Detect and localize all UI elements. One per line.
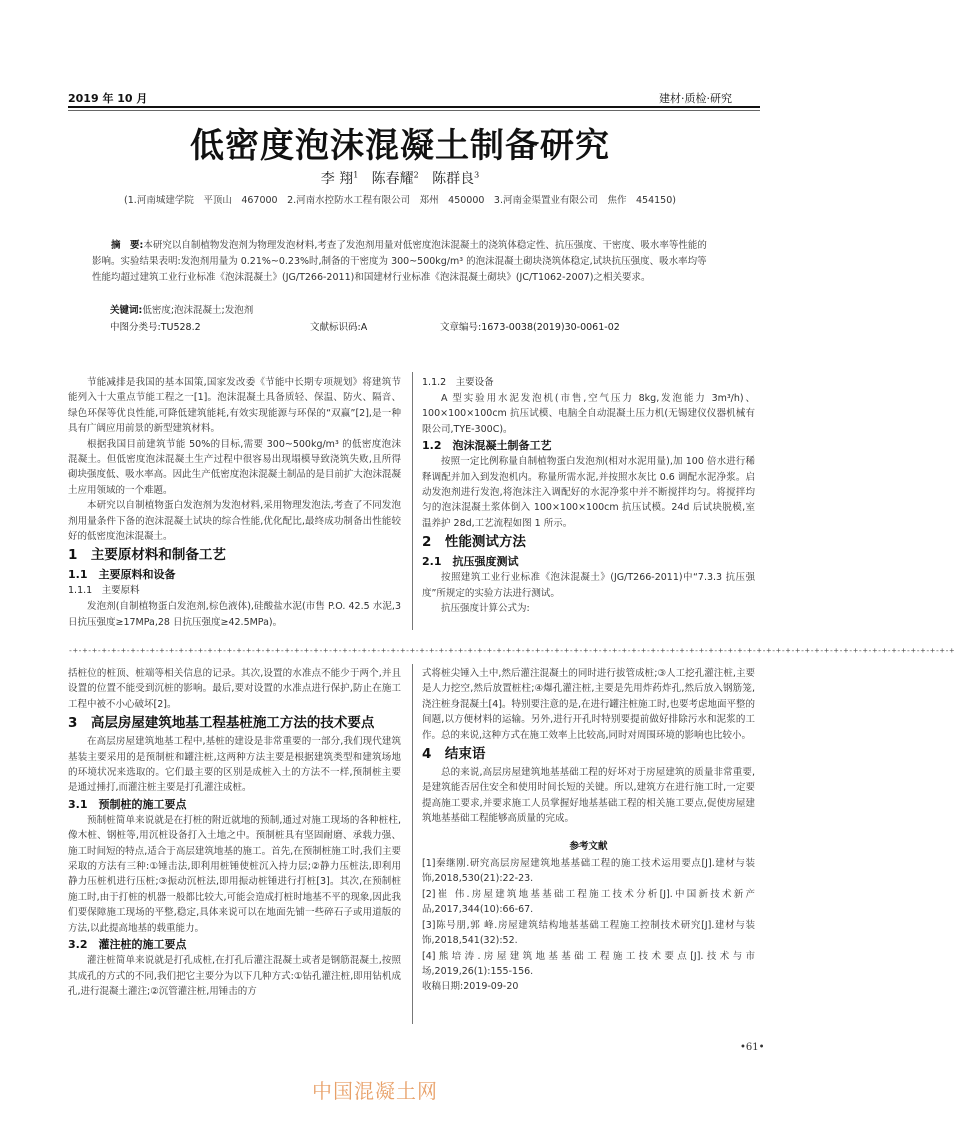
header-rule-thin: [68, 110, 760, 111]
received-date: 收稿日期:2019-09-20: [422, 981, 519, 993]
author-affil-mark: 2: [413, 170, 419, 180]
paragraph: 总的来说,高层房屋建筑地基基础工程的好坏对于房屋建筑的质量非常重要,是建筑能否居住安全和使用时间长短的关键。所以,建筑方在进行施工时,一定要提高施工要求,并要求施工人员掌握好地基基础工程的相关施工要点,促使房屋建筑地基基础工程能够高质量的完成。: [422, 767, 755, 825]
affiliations: (1.河南城建学院 平顶山 467000 2.河南水控防水工程有限公司 郑州 450000 3.河南金渠置业有限公司 焦作 454150): [124, 195, 676, 206]
header-rule-thick: [68, 106, 760, 108]
section-label: 建材·质检·研究: [659, 92, 732, 105]
author-affil-mark: 3: [474, 170, 480, 180]
lower-right-column: [422, 666, 755, 995]
author-affil-mark: 1: [353, 170, 359, 180]
section-heading-1-1-1: 1.1.1 主要原料: [68, 585, 140, 597]
classification-line: [110, 319, 620, 333]
paragraph: 按照一定比例称量自制植物蛋白发泡剂(相对水泥用量),加 100 倍水进行稀释调配并加入到发泡机内。称量所需水泥,并按照水灰比 0.6 调配水泥净浆。启动发泡剂进行发泡,将泡沫注入调配好的水泥净浆中并不断搅拌均匀。将搅拌均匀的泡沫混凝土浆体倒入 100×100×100cm 抗压试模。24d 后试块脱模,室温养护 28d,工艺流程如图 1 所示。: [422, 456, 755, 529]
article-number: 文章编号:1673-0038(2019)30-0061-02: [440, 322, 620, 333]
reference-item: [3]陈号朋,郭 峰.房屋建筑结构地基基础工程施工控制技术研究[J].建材与装饰,2018,541(32):52.: [422, 919, 755, 947]
clc-number: 中图分类号:TU528.2: [110, 322, 201, 333]
section-heading-4: 4 结束语: [422, 746, 486, 763]
page-number: •61•: [740, 1042, 765, 1053]
author-name: 李 翔: [320, 171, 354, 187]
paragraph: 发泡剂(自制植物蛋白发泡剂,棕色液体),硅酸盐水泥(市售 P.O. 42.5 水泥,3 日抗压强度≥17MPa,28 日抗压强度≥42.5MPa)。: [68, 601, 401, 628]
upper-right-column: [422, 375, 755, 616]
article-separator: -+-+-+-+-+-+-+-+-+-+-+-+-+-+-+-+-+-+-+-+-+-+-+-+-+-+-+-+-+-+-+-+-+-+-+-+-+-+-+-+-+-+-+-+-+-+-+-+-+-+-+-+-+-+-+-+-+-+-+-+-+-+-+-+-+-+-+-+-+-+-+-+-+-+-+-+-+-+-+-+-+-+-+-+-+-+-+-+-+-+-+-+: [68, 646, 954, 655]
issue-date: 2019 年 10 月: [68, 92, 148, 105]
upper-left-column: [68, 375, 401, 630]
author-name: 陈群良: [432, 171, 475, 187]
paragraph: 式将桩尖锤入土中,然后灌注混凝土的同时进行拔管成桩;③人工挖孔灌注桩,主要是人力挖空,然后放置桩柱;④爆孔灌注桩,主要是先用炸药炸孔,然后放入钢筋笼,浇注桩身混凝土[4]。特别要注意的是,在进行罐注桩施工时,也要考虑地面平整的间题,以方便材料的运输。另外,进行开孔时特别要提前做好排除污水和泥浆的工作。总的来说,这种方式在施工效率上比较高,同时对周围环境的影响也比较小。: [422, 668, 755, 741]
paragraph: 括桩位的桩顶、桩端等相关信息的记录。其次,设置的水准点不能少于两个,并且设置的位置不能受到沉桩的影响。最后,要对设置的水准点进行保护,防止在施工工程中被不小心破坏[2]。: [68, 668, 401, 710]
section-heading-3: 3 高层房屋建筑地基工程基桩施工方法的技术要点: [68, 715, 375, 732]
article-title: 低密度泡沫混凝土制备研究: [190, 126, 610, 166]
section-heading-1-2: 1.2 泡沫混凝土制备工艺: [422, 439, 552, 453]
section-heading-3-2: 3.2 灌注桩的施工要点: [68, 938, 187, 952]
document-code: 文献标识码:A: [310, 322, 368, 333]
paragraph: 在高层房屋建筑地基工程中,基桩的建设是非常重要的一部分,我们现代建筑基装主要采用的是预制桩和罐注桩,这两种方法主要是根据建筑类型和建筑场地的环境状况来选取的。它们最主要的区别是成桩入土的方法不一样,预制桩主要是通过捶打,而灌注桩主要是打孔灌注成桩。: [68, 736, 401, 794]
references-heading: 参考文献: [569, 840, 608, 852]
reference-item: [2]崔 伟.房屋建筑地基基础工程施工技术分析[J].中国新技术新产品,2017,344(10):66-67.: [422, 888, 755, 916]
section-heading-2: 2 性能测试方法: [422, 534, 526, 551]
paragraph: 节能减排是我国的基本国策,国家发改委《节能中长期专项规划》将建筑节能列入十大重点节能工程之一[1]。泡沫混凝土具备质轻、保温、防火、隔音、绿色环保等优良性能,可降低建筑能耗,有效实现能源与环保的“双赢”[2],是一种具有广阔应用前景的新型建筑材料。: [68, 377, 401, 435]
paragraph: 本研究以自制植物蛋白发泡剂为发泡材料,采用物理发泡法,考查了不同发泡剂用量条件下备的泡沫混凝土试块的综合性能,优化配比,最终成功制备出性能较好的低密度泡沫混凝土。: [68, 500, 401, 543]
keywords: [110, 302, 253, 316]
section-heading-3-1: 3.1 预制桩的施工要点: [68, 797, 187, 811]
lower-left-column: [68, 666, 401, 999]
watermark: 中国混凝土网: [312, 1079, 438, 1103]
section-heading-2-1: 2.1 抗压强度测试: [422, 555, 519, 569]
reference-item: [4]熊培涛.房屋建筑地基基础工程施工技术要点[J].技术与市场,2019,26(1):155-156.: [422, 950, 755, 977]
column-divider: [412, 664, 413, 1024]
column-divider: [412, 372, 413, 630]
abstract: [92, 238, 712, 286]
section-heading-1: 1 主要原材料和制备工艺: [68, 547, 226, 564]
abstract-text: 本研究以自制植物发泡剂为物理发泡材料,考查了发泡剂用量对低密度泡沫混凝土的浇筑体稳定性、抗压强度、干密度、吸水率等性能的影响。实验结果表明:发泡剂用量为 0.21%~0.23%时,制备的干密度为 300~500kg/m³ 的泡沫混凝土砌块浇筑体稳定,试块抗压强度、吸水率均等性能均超过建筑工业行业标准《泡沫混凝土》(JG/T266-2011)和国建材行业标准《泡沫混凝土砌块》(JC/T1062-2007)之相关要求。: [92, 240, 707, 283]
keywords-label: 关键词:: [110, 305, 143, 316]
paragraph: 抗压强度计算公式为:: [441, 603, 530, 615]
paragraph: 按照建筑工业行业标准《泡沫混凝土》(JG/T266-2011)中“7.3.3 抗压强度”所规定的实验方法进行测试。: [422, 572, 755, 599]
author-name: 陈春耀: [371, 171, 414, 187]
paragraph: A 型实验用水泥发泡机(市售,空气压力 8kg,发泡能力 3m³/h)、100×100×100cm 抗压试模、电脑全自动混凝土压力机(无锡建仪仪器机械有限公司,TYE-300C)。: [422, 393, 755, 435]
author-list: [0, 168, 800, 188]
paragraph: 灌注桩简单来说就是打孔成桩,在打孔后灌注混凝土或者是钢筋混凝土,按照其成孔的方式的不同,我们把它主要分为以下几种方式:①钻孔灌注桩,即用钻机成孔,进行混凝土灌注;②沉管灌注桩,用锤击的方: [68, 955, 401, 997]
keywords-text: 低密度;泡沫混凝土;发泡剂: [142, 305, 254, 316]
section-heading-1-1-2: 1.1.2 主要设备: [422, 377, 494, 388]
abstract-label: 摘 要:: [111, 240, 144, 251]
paragraph: 预制桩简单来说就是在打桩的附近就地的预制,通过对施工现场的各种桩柱,像木桩、钢桩等,用沉桩设备打入土地之中。预制桩具有坚固耐磨、承载力强、施工时间短的特点,适合于高层建筑地基的施工。首先,在预制桩施工时,我们主要采取的方法有三种:①锤击法,即利用桩锤使桩沉入持力层;②静力压桩法,即利用静力压桩机进行压桩;③振动沉桩法,即用振动桩锤进行打桩[3]。其次,在预制桩施工时,由于打桩的机器一般都比较大,可能会造成打桩时地基不平的现象,因此我们要保障施工现场的平整,稳定,具体来说可以在地面先铺一些碎石子或用道版的方法,以此提高地基的载重能力。: [68, 814, 401, 934]
paragraph: 根据我国目前建筑节能 50%的目标,需要 300~500kg/m³ 的低密度泡沫混凝土。但低密度泡沫混凝土生产过程中很容易出现塌模导致浇筑失败,且所得砌块强度低、吸水率高。因此生产低密度泡沫混凝土制品的是目前扩大泡沫混凝土应用领域的一个难题。: [68, 438, 401, 496]
section-heading-1-1: 1.1 主要原料和设备: [68, 568, 176, 582]
reference-item: [1]秦继刚.研究高层房屋建筑地基基础工程的施工技术运用要点[J].建材与装饰,2018,530(21):22-23.: [422, 858, 755, 885]
